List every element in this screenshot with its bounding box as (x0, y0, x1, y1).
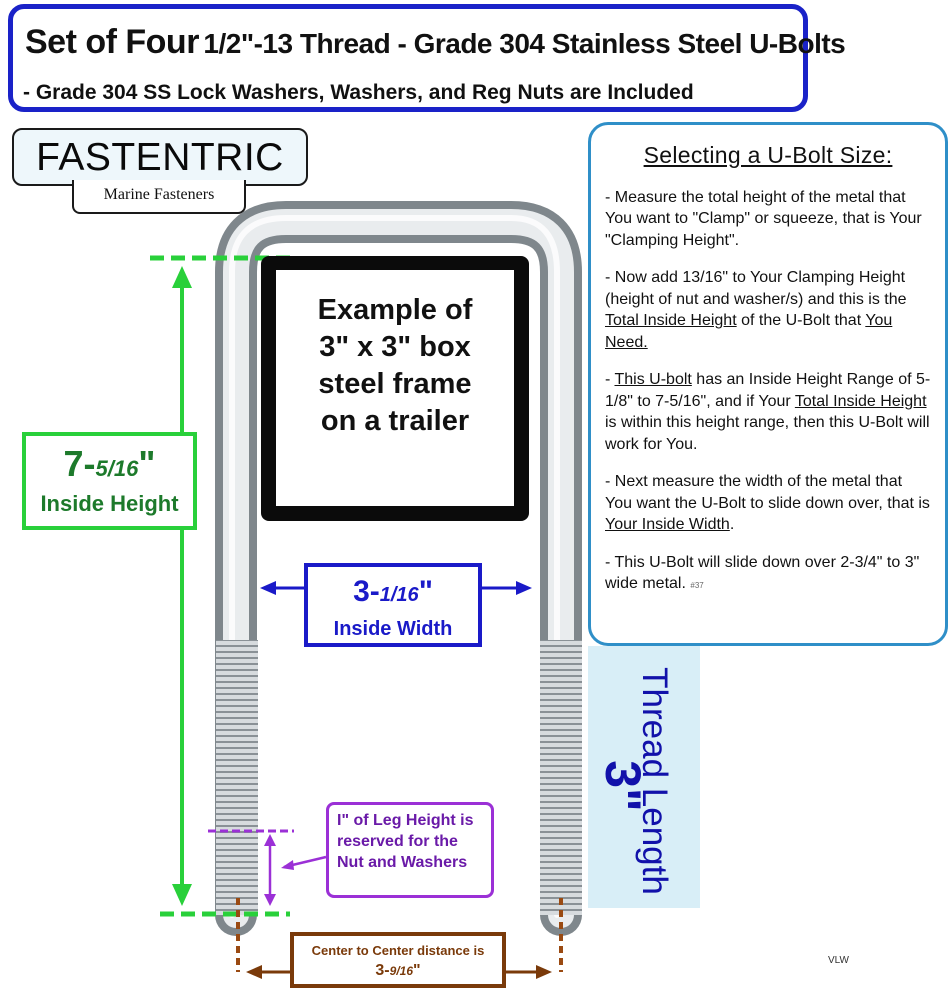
guide-step-5-ref: #37 (690, 581, 704, 590)
center-distance-fraction: 9/16 (389, 964, 413, 978)
header-subtitle: - Grade 304 SS Lock Washers, Washers, and Reg Nuts are Included (23, 81, 694, 104)
inside-width-inch: " (418, 575, 433, 608)
guide-step-3-emph-b: Total Inside Height (794, 392, 927, 410)
inside-height-fraction: 5/16 (95, 456, 139, 481)
brand-tagline: Marine Fasteners (72, 180, 246, 214)
guide-step-3-text-b: is within this height range, then this U-Bolt will work for You. (605, 414, 930, 453)
center-distance-callout (290, 932, 506, 988)
example-frame-text (276, 292, 514, 440)
guide-step-4 (605, 471, 931, 536)
sizing-guide-title: Selecting a U-Bolt Size: (643, 142, 893, 168)
center-distance-value (294, 962, 502, 980)
inside-height-inch: " (138, 443, 156, 484)
nut-reserve-callout: I" of Leg Height is reserved for the Nut and Washers (326, 802, 494, 898)
inside-width-label: Inside Width (333, 618, 453, 640)
inside-height-value (26, 444, 193, 489)
guide-step-4-end: . (729, 516, 735, 533)
guide-step-2-text-b: of the U-Bolt that (736, 312, 866, 329)
brand-name: FASTENTRIC (36, 136, 284, 179)
center-distance-whole: 3- (375, 962, 390, 979)
center-distance-inch: " (413, 962, 421, 979)
guide-step-2-emph: Total Inside Height (605, 312, 737, 329)
guide-step-5 (605, 552, 931, 597)
inside-height-callout (22, 432, 197, 530)
guide-step-2 (605, 267, 931, 353)
thread-length-label: Thread Length (635, 667, 674, 895)
inside-width-callout (304, 563, 482, 647)
left-thread (216, 640, 258, 915)
example-line-4: on a trailer (320, 405, 470, 437)
guide-step-3-emph: This U-bolt (614, 371, 692, 388)
watermark: VLW (828, 955, 849, 966)
example-line-2: 3" x 3" box (319, 331, 471, 363)
header-title-lead: Set of Four (25, 23, 199, 61)
example-line-1: Example of (317, 294, 473, 326)
guide-step-3-text: has an Inside Height Range of 5-1/8" to 7-5/16", and if Your (605, 371, 931, 410)
guide-step-4-emph: Your Inside Width (605, 516, 730, 533)
guide-step-3 (605, 369, 931, 455)
thread-length-value: 3" (595, 760, 651, 812)
header-title-rest: 1/2"-13 Thread - Grade 304 Stainless Steel U-Bolts (203, 28, 846, 59)
guide-step-4-text: - Next measure the width of the metal that You want the U-Bolt to slide down over, that is (605, 473, 930, 512)
guide-step-2-text: - Now add 13/16" to Your Clamping Height (height of nut and washer/s) and this is the (605, 269, 907, 308)
inside-width-fraction: 1/16 (379, 584, 419, 606)
center-distance-label: Center to Center distance is (311, 943, 485, 958)
sizing-guide-panel (588, 122, 948, 646)
guide-step-1: - Measure the total height of the metal that You want to "Clamp" or squeeze, that is Your "Clamping Height". (605, 188, 922, 249)
inside-width-whole: 3- (353, 575, 380, 608)
guide-step-3-dash: - (605, 371, 615, 388)
inside-height-label: Inside Height (40, 491, 179, 516)
right-thread (540, 640, 582, 915)
example-line-3: steel frame (318, 368, 472, 400)
inside-width-value (308, 575, 478, 612)
guide-step-5-text: - This U-Bolt will slide down over 2-3/4" to 3" wide metal. (605, 553, 920, 592)
inside-height-whole: 7- (63, 443, 96, 484)
guide-step-2-emph-b: You Need. (605, 312, 893, 351)
